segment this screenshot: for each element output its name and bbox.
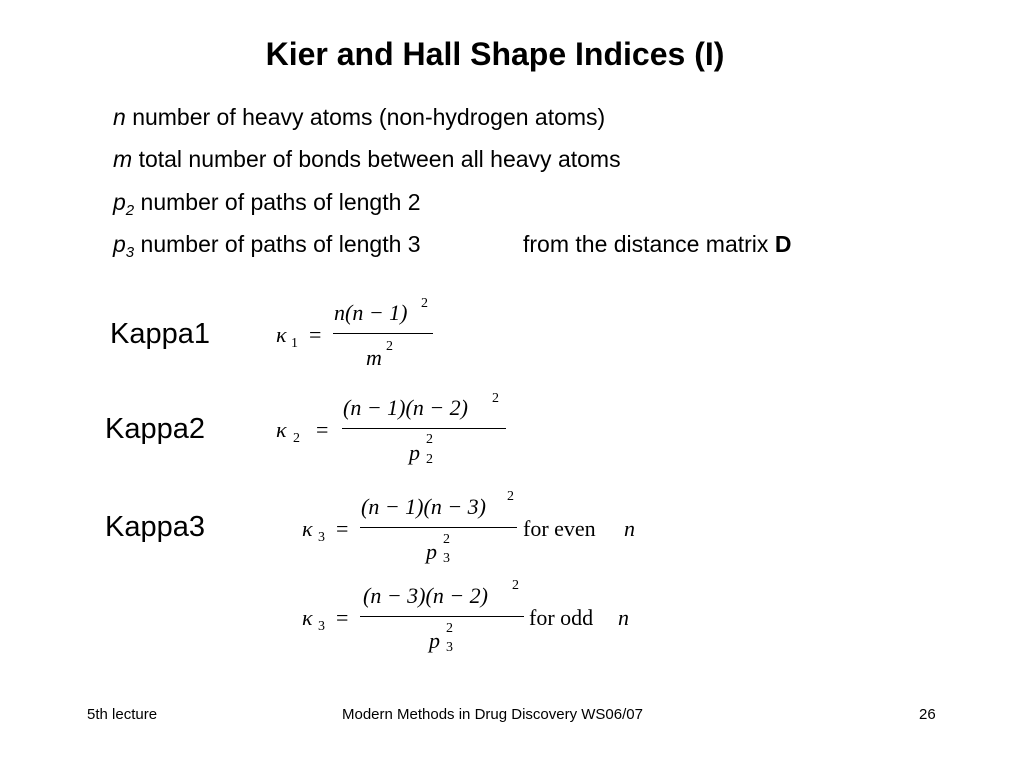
denominator: p bbox=[429, 628, 440, 653]
definition-p3 bbox=[113, 231, 421, 261]
page-title: Kier and Hall Shape Indices (I) bbox=[265, 36, 725, 72]
equals-sign: = bbox=[309, 322, 322, 347]
footer-page-number: 26 bbox=[919, 706, 936, 723]
footer-course-title: Modern Methods in Drug Discovery WS06/07 bbox=[342, 706, 643, 723]
definition-text: number of paths of length 2 bbox=[140, 189, 421, 215]
definition-n bbox=[113, 104, 605, 131]
denominator-exponent: 2 bbox=[386, 339, 393, 354]
kappa3-label: Kappa3 bbox=[105, 511, 205, 543]
numerator-exponent: 2 bbox=[507, 489, 514, 504]
denominator-exponent: 2 bbox=[426, 432, 433, 447]
definition-symbol: m bbox=[113, 146, 133, 172]
fraction-bar bbox=[342, 428, 506, 429]
kappa-symbol: κ bbox=[276, 322, 287, 347]
equals-sign: = bbox=[336, 516, 349, 541]
note-matrix-symbol: D bbox=[774, 231, 792, 257]
kappa-subscript: 1 bbox=[291, 336, 298, 351]
definition-subscript: 3 bbox=[125, 244, 135, 261]
denominator-subscript: 3 bbox=[446, 640, 453, 655]
numerator-exponent: 2 bbox=[492, 391, 499, 406]
kappa-symbol: κ bbox=[302, 516, 313, 541]
kappa-subscript: 3 bbox=[318, 530, 325, 545]
numerator: (n − 3)(n − 2) bbox=[363, 583, 488, 608]
numerator-exponent: 2 bbox=[512, 578, 519, 593]
kappa-symbol: κ bbox=[276, 417, 287, 442]
denominator: p bbox=[409, 440, 420, 465]
definition-symbol: n bbox=[113, 104, 126, 130]
denominator-exponent: 2 bbox=[443, 532, 450, 547]
numerator: n(n − 1) bbox=[334, 300, 408, 325]
denominator-exponent: 2 bbox=[446, 621, 453, 636]
numerator: (n − 1)(n − 2) bbox=[343, 395, 468, 420]
denominator: m bbox=[366, 345, 382, 370]
condition-text: for even bbox=[523, 516, 596, 541]
condition-variable: n bbox=[618, 605, 629, 630]
kappa-symbol: κ bbox=[302, 605, 313, 630]
definition-text: number of heavy atoms (non-hydrogen atoms) bbox=[132, 104, 606, 130]
denominator: p bbox=[426, 539, 437, 564]
kappa-subscript: 3 bbox=[318, 619, 325, 634]
condition-text: for odd bbox=[529, 605, 594, 630]
denominator-subscript: 3 bbox=[443, 551, 450, 566]
numerator: (n − 1)(n − 3) bbox=[361, 494, 486, 519]
definition-text: total number of bonds between all heavy atoms bbox=[138, 146, 621, 172]
denominator-subscript: 2 bbox=[426, 452, 433, 467]
equals-sign: = bbox=[336, 605, 349, 630]
kappa1-label: Kappa1 bbox=[110, 318, 210, 350]
definition-subscript: 2 bbox=[125, 202, 135, 219]
definition-m bbox=[113, 146, 621, 173]
definition-text: number of paths of length 3 bbox=[140, 231, 421, 257]
fraction-bar bbox=[360, 527, 517, 528]
equals-sign: = bbox=[316, 417, 329, 442]
fraction-bar bbox=[333, 333, 433, 334]
fraction-bar bbox=[360, 616, 524, 617]
footer-lecture: 5th lecture bbox=[87, 706, 158, 723]
condition-variable: n bbox=[624, 516, 635, 541]
definition-p2 bbox=[113, 189, 421, 219]
definition-symbol: p bbox=[113, 189, 126, 215]
kappa-subscript: 2 bbox=[293, 431, 300, 446]
kappa2-label: Kappa2 bbox=[105, 413, 205, 445]
distance-matrix-note bbox=[523, 231, 791, 258]
numerator-exponent: 2 bbox=[421, 296, 428, 311]
definition-symbol: p bbox=[113, 231, 126, 257]
note-text: from the distance matrix bbox=[523, 231, 769, 257]
